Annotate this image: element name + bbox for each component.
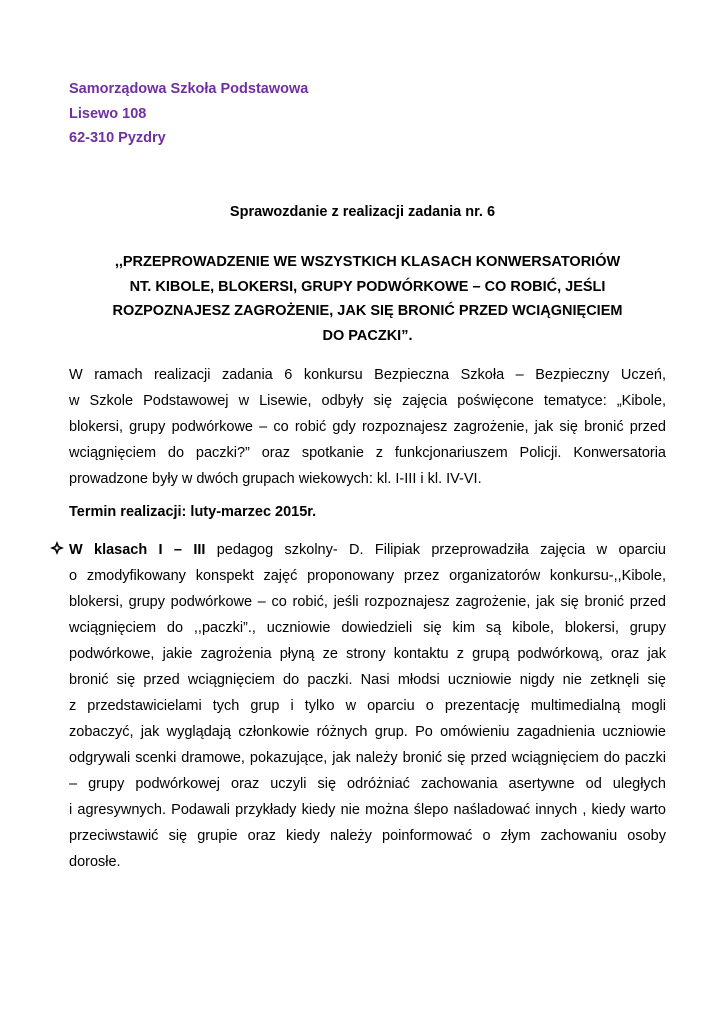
intro-paragraph xyxy=(69,362,666,492)
realization-term: Termin realizacji: luty-marzec 2015r. xyxy=(69,504,317,520)
task-title-line: NT. KIBOLE, BLOKERSI, GRUPY PODWÓRKOWE – CO ROBIĆ, JEŚLI xyxy=(129,278,606,295)
paragraph-line: zobaczyć, jak wyglądają członkowie różnych grup. Po omówieniu zagadnienia uczniowie xyxy=(69,724,666,740)
task-title xyxy=(69,250,666,348)
diamond-bullet-icon xyxy=(49,540,65,556)
paragraph-line: w Szkole Podstawowej w Lisewie, odbyły się zajęcia poświęcone tematyce: „Kibole, xyxy=(69,393,666,409)
paragraph-line: wciągnięciem do ,,paczki”., uczniowie dowiedzieli się kim są kibole, blokersi, grupy xyxy=(69,620,666,636)
classes-first-line: pedagog szkolny- D. Filipiak przeprowadziła zajęcia w oparciu xyxy=(205,542,666,558)
paragraph-line: odgrywali scenki dramowe, pokazujące, jak należy bronić się przed wciągnięciem do paczki xyxy=(69,750,666,766)
paragraph-line: o zmodyfikowany konspekt zajęć proponowany przez organizatorów konkursu-,,Kibole, xyxy=(69,568,666,584)
task-title-line: ROZPOZNAJESZ ZAGROŻENIE, JAK SIĘ BRONIĆ PRZED WCIĄGNIĘCIEM xyxy=(112,303,623,319)
classes-lead: W klasach I – III xyxy=(69,542,206,558)
task-title-line: DO PACZKI”. xyxy=(322,327,413,344)
paragraph-line: – grupy podwórkowej oraz uczyli się odróżniać zachowania asertywne od uległych xyxy=(69,776,666,792)
classes-paragraph xyxy=(69,537,666,875)
paragraph-line xyxy=(69,537,666,563)
paragraph-line: dorosłe. xyxy=(69,854,121,870)
paragraph-line: wciągnięciem do paczki?” oraz spotkanie z funkcjonariuszem Policji. Konwersatoria xyxy=(69,445,666,461)
school-address-block xyxy=(69,77,308,151)
paragraph-line: blokersi, grupy podwórkowe – co robić gdy rozpoznajesz zagrożenie, jak się bronić przed xyxy=(69,419,666,435)
school-name: Samorządowa Szkoła Podstawowa xyxy=(69,81,309,97)
paragraph-line: prowadzone były w dwóch grupach wiekowych: kl. I-III i kl. IV-VI. xyxy=(69,471,482,487)
task-title-line: ,,PRZEPROWADZENIE WE WSZYSTKICH KLASACH KONWERSATORIÓW xyxy=(114,254,621,270)
paragraph-line: blokersi, grupy podwórkowe – co robić, jeśli rozpoznajesz zagrożenie, jak się bronić przed xyxy=(69,594,666,610)
school-postal-code: 62-310 Pyzdry xyxy=(69,130,166,146)
report-title: Sprawozdanie z realizacji zadania nr. 6 xyxy=(229,204,496,220)
paragraph-line: i agresywnych. Podawali przykłady kiedy nie można ślepo naśladować innych , kiedy warto xyxy=(69,802,666,818)
paragraph-line: przeciwstawić się grupie oraz kiedy należy poinformować o złym zachowaniu osoby xyxy=(69,828,666,844)
paragraph-line: bronić się przed wciągnięciem do paczki. Nasi młodsi uczniowie nigdy nie zetknęli się xyxy=(69,672,666,688)
school-street: Lisewo 108 xyxy=(69,105,147,122)
paragraph-line: W ramach realizacji zadania 6 konkursu Bezpieczna Szkoła – Bezpieczny Uczeń, xyxy=(69,367,666,383)
paragraph-line: z przedstawicielami tych grup i tylko w oparciu o prezentację multimedialną mogli xyxy=(69,698,666,714)
paragraph-line: podwórkowe, jakie zagrożenia płyną ze strony kontaktu z grupą podwórkową, oraz jak xyxy=(69,646,666,662)
